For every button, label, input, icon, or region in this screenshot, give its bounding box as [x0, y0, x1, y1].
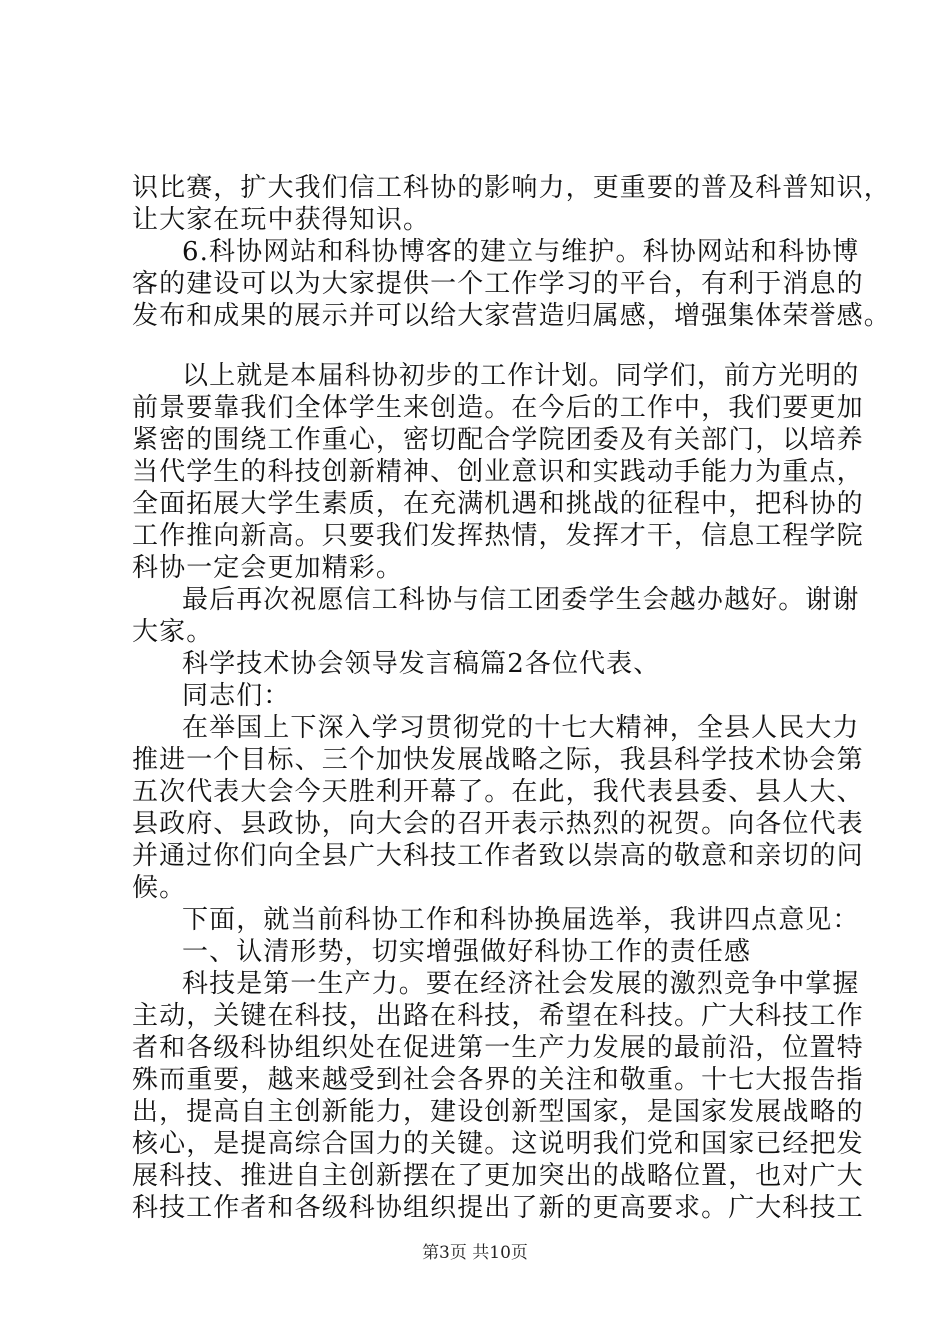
text-line: 科技是第一生产力。要在经济社会发展的激烈竞争中掌握 [182, 969, 860, 999]
text-line: 全面拓展大学生素质，在充满机遇和挑战的征程中，把科协的 [132, 489, 864, 519]
text-line: 展科技、推进自主创新摆在了更加突出的战略位置，也对广大 [132, 1161, 864, 1191]
text-line: 核心，是提高综合国力的关键。这说明我们党和国家已经把发 [132, 1129, 864, 1159]
text-line: 工作推向新高。只要我们发挥热情，发挥才干，信息工程学院 [132, 521, 864, 551]
text-line: 科学技术协会领导发言稿篇2各位代表、 [182, 649, 661, 679]
page-number: 第3页 共10页 [422, 1243, 528, 1263]
text-line: 候。 [132, 873, 187, 903]
text-line: 客的建设可以为大家提供一个工作学习的平台，有利于消息的 [132, 269, 864, 299]
text-line: 推进一个目标、三个加快发展战略之际，我县科学技术协会第 [132, 745, 864, 775]
text-line: 科协一定会更加精彩。 [132, 553, 404, 583]
text-line: 最后再次祝愿信工科协与信工团委学生会越办越好。谢谢 [182, 585, 860, 615]
text-line: 主动，关键在科技，出路在科技，希望在科技。广大科技工作 [132, 1001, 864, 1031]
text-line: 在举国上下深入学习贯彻党的十七大精神，全县人民大力 [182, 713, 860, 743]
text-line: 县政府、县政协，向大会的召开表示热烈的祝贺。向各位代表 [132, 809, 864, 839]
text-line: 紧密的围绕工作重心，密切配合学院团委及有关部门，以培养 [132, 425, 864, 455]
section-heading: 一、认清形势，切实增强做好科协工作的责任感 [182, 937, 752, 967]
text-line: 下面，就当前科协工作和科协换届选举，我讲四点意见： [182, 905, 860, 935]
text-line: 前景要靠我们全体学生来创造。在今后的工作中，我们要更加 [132, 393, 864, 423]
text-line: 科技工作者和各级科协组织提出了新的更高要求。广大科技工 [132, 1193, 864, 1223]
text-line: 并通过你们向全县广大科技工作者致以崇高的敬意和亲切的问 [132, 841, 864, 871]
text-line: 以上就是本届科协初步的工作计划。同学们，前方光明的 [182, 361, 860, 391]
text-line: 殊而重要，越来越受到社会各界的关注和敬重。十七大报告指 [132, 1065, 864, 1095]
text-line: 识比赛，扩大我们信工科协的影响力，更重要的普及科普知识， [132, 173, 891, 203]
text-line: 6.科协网站和科协博客的建立与维护。科协网站和科协博 [182, 237, 860, 267]
text-line: 让大家在玩中获得知识。 [132, 205, 431, 235]
text-line: 出，提高自主创新能力，建设创新型国家，是国家发展战略的 [132, 1097, 864, 1127]
text-line: 者和各级科协组织处在促进第一生产力发展的最前沿，位置特 [132, 1033, 864, 1063]
text-line: 当代学生的科技创新精神、创业意识和实践动手能力为重点， [132, 457, 864, 487]
text-line: 发布和成果的展示并可以给大家营造归属感，增强集体荣誉感。 [132, 301, 891, 331]
text-line: 五次代表大会今天胜利开幕了。在此，我代表县委、县人大、 [132, 777, 864, 807]
text-line: 大家。 [132, 617, 214, 647]
text-line: 同志们： [182, 681, 291, 711]
